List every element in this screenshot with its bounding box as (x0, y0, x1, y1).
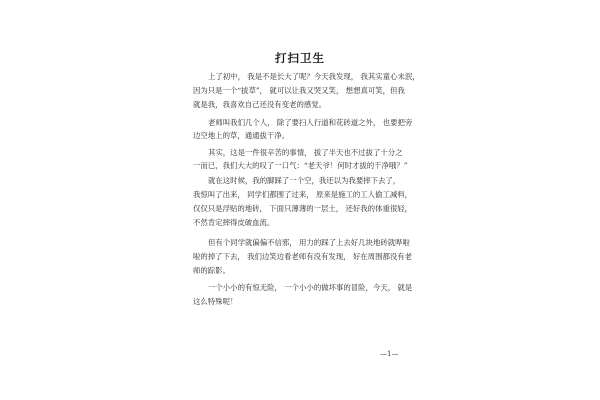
paragraph-1-line-1: 上了初中， 我是不是长大了呢？今天我发现， 我其实童心未泯， (208, 72, 420, 81)
paragraph-5-line-2: 啦的掉了下去， 我们边笑边看老师有没有发现， 好在周围都没有老 (193, 252, 413, 261)
paragraph-6-line-2: 这么特殊呢！ (193, 297, 238, 306)
paragraph-2-line-1: 老师叫我们几个人， 除了要扫人行道和花砖道之外， 也要把旁 (208, 118, 413, 127)
paragraph-4-line-1: 就在这时候，我的脚踩了一个空，我还以为我要摔下去了， (208, 176, 401, 185)
paragraph-1-line-2: 因为只是一个“拔草”， 就可以让我又哭又笑， 想想真可笑，但我 (193, 86, 405, 95)
page-title: 打扫卫生 (275, 51, 325, 65)
paragraph-6-line-1: 一个小小的有惊无险， 一个小小的做坏事的冒险，今天， 就是 (208, 283, 413, 292)
page-number: —1— (380, 350, 399, 358)
paragraph-4-line-3: 仅仅只是浮贴的地砖， 下面只薄薄的一层土， 还好我的体重很轻， (193, 204, 413, 213)
paragraph-4-line-2: 我惊叫了出来， 同学们都围了过来， 原来是施工的工人偷工减料， (193, 190, 413, 199)
paragraph-1-line-3: 就是我，我喜欢自己还没有变老的感觉。 (193, 100, 327, 109)
paragraph-3-line-1: 其实，这是一件很辛苦的事情， 拔了半天也不过拔了十分之 (208, 148, 403, 157)
paragraph-3-line-2: 一而已，我们大大的叹了一口气：“老天爷！何时才拔的干净哦？” (193, 161, 408, 170)
paragraph-5-line-1: 但有个同学就偏偏不信邪， 用力的踩了上去好几块地砖就哗啦 (208, 238, 410, 247)
paragraph-2-line-2: 边空地上的草，通通拔干净。 (193, 131, 290, 140)
paragraph-4-line-4: 不然肯定摔得皮破血流。 (193, 218, 275, 227)
paragraph-5-line-3: 师的踪影。 (193, 266, 230, 275)
